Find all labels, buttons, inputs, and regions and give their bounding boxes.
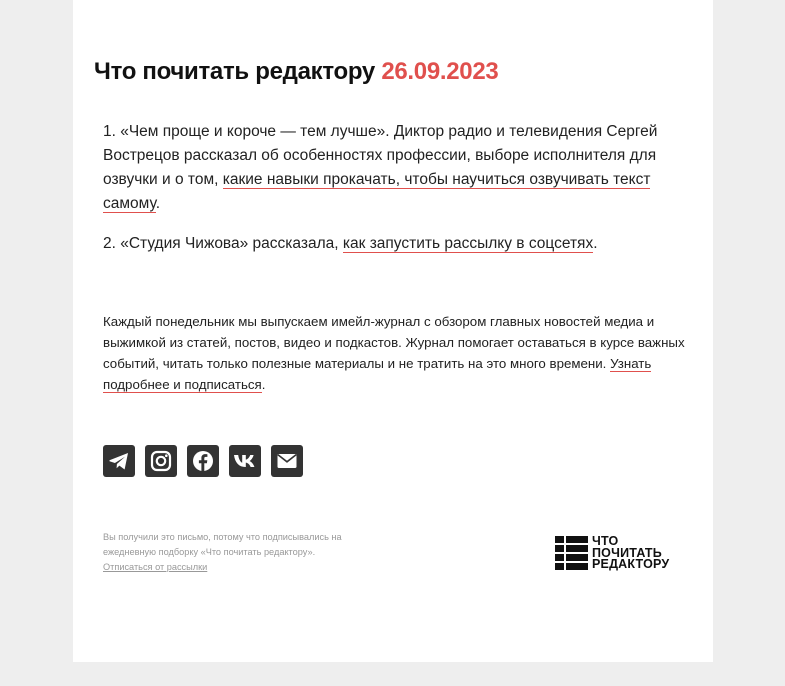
logo-text	[592, 536, 669, 571]
instagram-icon[interactable]	[145, 445, 177, 477]
logo-bars-icon	[555, 536, 588, 570]
article-link[interactable]: какие навыки прокачать, чтобы научиться озвучивать текст самому	[103, 171, 651, 212]
about-paragraph	[103, 311, 688, 395]
footer-note	[103, 530, 383, 575]
vk-icon[interactable]	[229, 445, 261, 477]
subscribe-link[interactable]: Узнать подробнее и подписаться	[103, 356, 652, 392]
facebook-icon[interactable]	[187, 445, 219, 477]
issue-date: 26.09.2023	[381, 58, 499, 85]
logo-line: ЧТО	[592, 534, 619, 548]
logo	[555, 536, 685, 572]
logo-line: РЕДАКТОРУ	[592, 557, 670, 571]
article-link[interactable]: как запустить рассылку в соцсетях	[342, 235, 594, 252]
about-text: Каждый понедельник мы выпускаем имейл-журнал с обзором главных новостей медиа и выжимкой из статей, постов, видео и подкастов. Журнал помогает оставаться в курсе важных событий, читать только полезные материалы и не тратить на это много времени.	[103, 314, 685, 371]
footer-reason: Вы получили это письмо, потому что подписывались на ежедневную подборку «Что почитать редактору».	[103, 532, 342, 557]
list-item	[103, 120, 688, 216]
email-icon[interactable]	[271, 445, 303, 477]
telegram-icon[interactable]	[103, 445, 135, 477]
unsubscribe-link[interactable]: Отписаться от рассылки	[103, 562, 208, 572]
logo-line: ПОЧИТАТЬ	[592, 545, 662, 560]
list-item	[103, 232, 688, 256]
newsletter-card	[73, 0, 713, 662]
page-title	[94, 58, 498, 86]
item-text: 1. «Чем проще и короче — тем лучше». Диктор радио и телевидения Сергей Вострецов рассказал об особенностях профессии, выборе исполнителя для озвучки и о том,	[103, 123, 658, 188]
item-suffix: .	[593, 235, 598, 252]
social-links	[103, 445, 303, 479]
item-suffix: .	[155, 195, 160, 212]
about-suffix: .	[261, 377, 266, 392]
title-text: Что почитать редактору	[94, 58, 375, 85]
item-text: 2. «Студия Чижова» рассказала,	[103, 235, 343, 252]
